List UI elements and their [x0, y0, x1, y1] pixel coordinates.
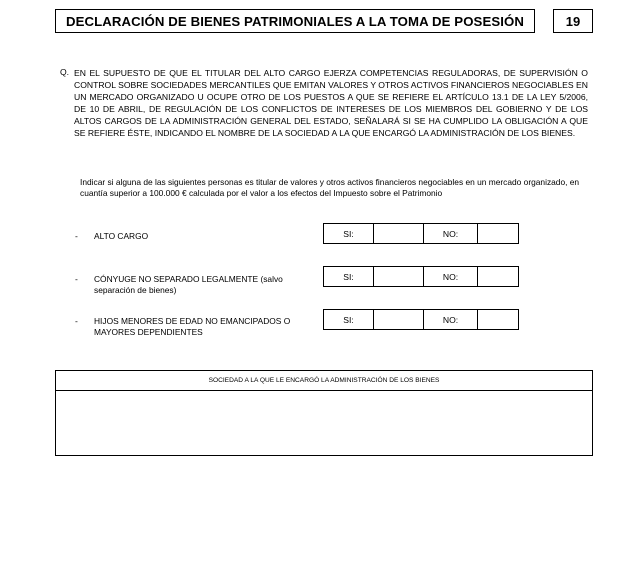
page-number: 19 — [553, 9, 593, 33]
si-field[interactable] — [374, 224, 424, 243]
question-marker: Q. — [60, 67, 70, 77]
si-label: SI: — [324, 224, 374, 243]
yes-no-group-conyuge — [323, 266, 519, 287]
no-field[interactable] — [478, 310, 518, 329]
sociedad-field[interactable] — [56, 391, 592, 457]
yes-no-group-hijos — [323, 309, 519, 330]
form-title: DECLARACIÓN DE BIENES PATRIMONIALES A LA TOMA DE POSESIÓN — [55, 9, 535, 33]
no-field[interactable] — [478, 267, 518, 286]
yes-no-group-alto-cargo — [323, 223, 519, 244]
sociedad-header: SOCIEDAD A LA QUE LE ENCARGÓ LA ADMINISTRACIÓN DE LOS BIENES — [56, 371, 592, 391]
si-field[interactable] — [374, 267, 424, 286]
row-bullet: - — [75, 274, 78, 284]
si-field[interactable] — [374, 310, 424, 329]
row-bullet: - — [75, 316, 78, 326]
question-text: EN EL SUPUESTO DE QUE EL TITULAR DEL ALTO CARGO EJERZA COMPETENCIAS REGULADORAS, DE SUPERVISIÓN O CONTROL SOBRE SOCIEDADES MERCANTILES QUE EMITAN VALORES Y OTROS ACTIVOS FINANCIEROS NEGOCIABLES EN UN MERCADO ORGANIZADO U OCUPE OTRO DE LOS PUESTOS A QUE SE REFIERE EL ARTÍCULO 13.1 DE LA LEY 5/2006, DE 10 DE ABRIL, DE REGULACIÓN DE LOS CONFLICTOS DE INTERESES DE LOS MIEMBROS DEL GOBIERNO Y DE LOS ALTOS CARGOS DE LA ADMINISTRACIÓN GENERAL DEL ESTADO, SEÑALARÁ SI SE HA CUMPLIDO LA OBLIGACIÓN A QUE SE REFIERE ÉSTE, INDICANDO EL NOMBRE DE LA SOCIEDAD A LA QUE ENCARGÓ LA ADMINISTRACIÓN DE LOS BIENES. — [74, 68, 588, 138]
si-label: SI: — [324, 267, 374, 286]
no-label: NO: — [424, 310, 478, 329]
row-label-hijos: HIJOS MENORES DE EDAD NO EMANCIPADOS O MAYORES DEPENDIENTES — [94, 316, 291, 337]
instruction-text: Indicar si alguna de las siguientes personas es titular de valores y otros activos financieros negociables en un mercado organizado, en cuantía superior a 100.000 € calculada por el valor a los efectos del Impuesto sobre el Patrimonio — [80, 177, 580, 198]
row-label-alto-cargo: ALTO CARGO — [94, 231, 149, 241]
row-label-conyuge: CÓNYUGE NO SEPARADO LEGALMENTE (salvo separación de bienes) — [94, 274, 283, 295]
no-field[interactable] — [478, 224, 518, 243]
sociedad-box — [55, 370, 593, 456]
no-label: NO: — [424, 267, 478, 286]
no-label: NO: — [424, 224, 478, 243]
row-bullet: - — [75, 231, 78, 241]
si-label: SI: — [324, 310, 374, 329]
